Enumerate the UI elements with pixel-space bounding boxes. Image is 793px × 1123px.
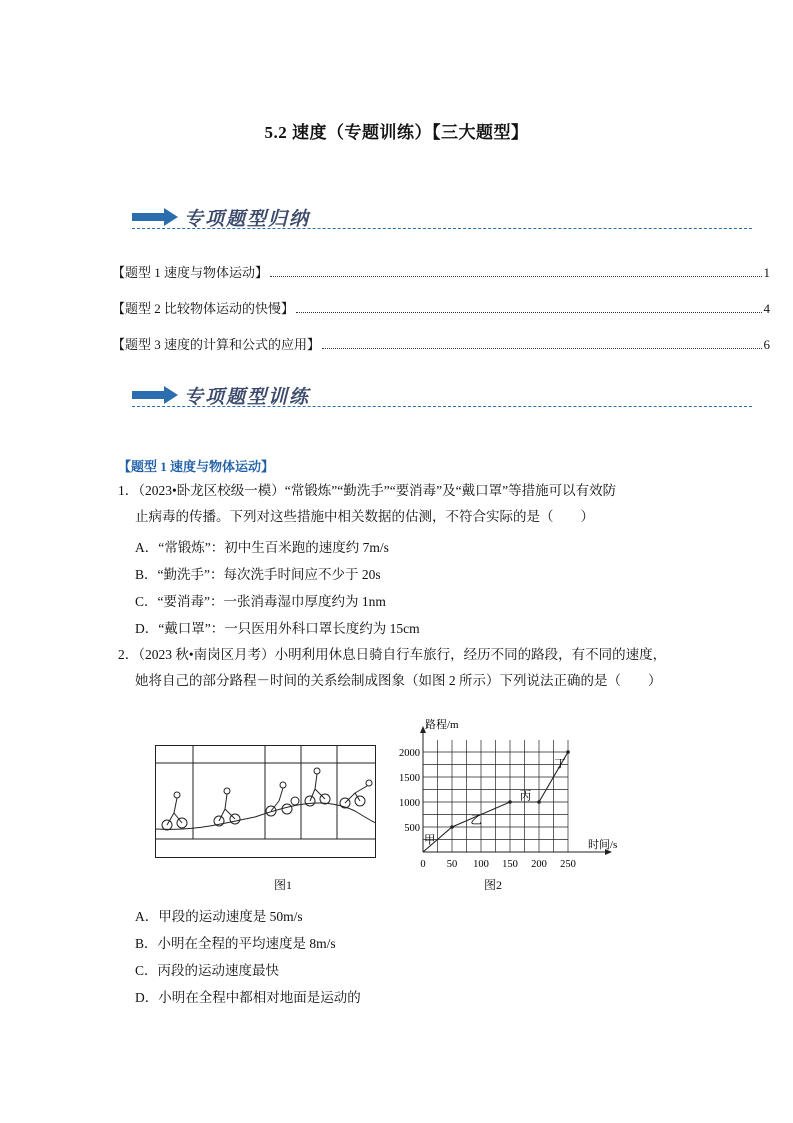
cyclist-icon: [162, 792, 187, 830]
cyclist-icon: [305, 768, 330, 806]
data-point: [566, 750, 570, 754]
x-tick-label: 150: [502, 859, 518, 870]
y-tick-label: 1500: [399, 773, 420, 784]
segment-label: 乙: [470, 814, 482, 827]
dashed-divider: [132, 228, 752, 229]
cyclist-icon: [266, 782, 299, 816]
figure-2-caption: 图2: [484, 878, 503, 892]
chart-axes: [420, 726, 612, 855]
question-line: 2．（2023 秋•南岗区月考）小明利用休息日骑自行车旅行，经历不同的路段，有不同的速度，: [118, 647, 667, 662]
toc-item[interactable]: [112, 298, 770, 317]
segment-label: 丁: [554, 758, 566, 771]
figure-2-chart: [395, 712, 627, 872]
segment-label: 丙: [519, 790, 532, 803]
toc-item[interactable]: [112, 262, 770, 281]
toc-item[interactable]: [112, 334, 770, 353]
option-d[interactable]: D．小明在全程中都相对地面是运动的: [135, 990, 361, 1005]
data-point: [537, 800, 541, 804]
arrow-icon: [132, 386, 180, 404]
arrow-icon: [132, 208, 180, 226]
figure-1-caption: 图1: [274, 878, 293, 892]
question-1-stem: [118, 478, 616, 530]
dashed-divider: [132, 406, 752, 407]
toc-leader: [322, 348, 761, 349]
y-tick-label: 1000: [399, 798, 420, 809]
option-c[interactable]: C．丙段的运动速度最快: [135, 963, 280, 978]
toc-leader: [296, 312, 761, 313]
x-axis-label: 时间/s: [588, 839, 618, 851]
question-2-stem: [118, 642, 666, 694]
banner-title: 专项题型训练: [184, 386, 311, 408]
toc-page: 6: [763, 337, 770, 352]
x-tick-label: 250: [560, 859, 576, 870]
question-line: 她将自己的部分路程－时间的关系绘制成图象（如图 2 所示）下列说法正确的是（ ）: [135, 673, 662, 688]
cyclist-icon: [214, 788, 240, 826]
cyclist-icon: [340, 780, 372, 808]
toc-label: 【题型 1 速度与物体运动】: [112, 265, 269, 280]
option-b[interactable]: B．小明在全程的平均速度是 8m/s: [135, 936, 336, 951]
figure-1-cyclists: [155, 745, 377, 859]
data-point: [508, 800, 512, 804]
question-line: 1．（2023•卧龙区校级一模）“常锻炼”“勤洗手”“要消毒”及“戴口罩”等措施可以有效防: [118, 483, 617, 498]
segment-label: 甲: [424, 834, 436, 847]
option-d[interactable]: D．“戴口罩”：一只医用外科口罩长度约为 15cm: [135, 621, 420, 636]
y-tick-label: 2000: [399, 748, 420, 759]
option-c[interactable]: C．“要消毒”：一张消毒湿巾厚度约为 1nm: [135, 594, 386, 609]
chart-grid: [423, 740, 568, 852]
question-line: 止病毒的传播。下列对这些措施中相关数据的估测，不符合实际的是（ ）: [135, 509, 594, 524]
toc-page: 4: [763, 301, 770, 316]
section-heading: 【题型 1 速度与物体运动】: [118, 459, 275, 474]
x-tick-label: 100: [473, 859, 489, 870]
training-banner: [132, 380, 752, 414]
option-a[interactable]: A．甲段的运动速度是 50m/s: [135, 909, 303, 924]
x-tick-label: 50: [446, 859, 458, 870]
toc-leader: [270, 276, 761, 277]
page-title: 5.2 速度（专题训练）【三大题型】: [264, 123, 529, 142]
y-tick-label: 500: [404, 823, 420, 834]
x-tick-label: 0: [420, 859, 426, 870]
chart-series: [423, 750, 570, 852]
banner-title: 专项题型归纳: [184, 208, 311, 230]
data-point: [450, 825, 454, 829]
summary-banner: [132, 202, 752, 236]
x-tick-label: 200: [531, 859, 547, 870]
y-axis-label: 路程/m: [425, 719, 459, 731]
toc-page: 1: [763, 265, 770, 280]
toc-label: 【题型 3 速度的计算和公式的应用】: [112, 337, 321, 352]
option-b[interactable]: B．“勤洗手”：每次洗手时间应不少于 20s: [135, 567, 381, 582]
toc-label: 【题型 2 比较物体运动的快慢】: [112, 301, 295, 316]
option-a[interactable]: A．“常锻炼”：初中生百米跑的速度约 7m/s: [135, 540, 389, 555]
